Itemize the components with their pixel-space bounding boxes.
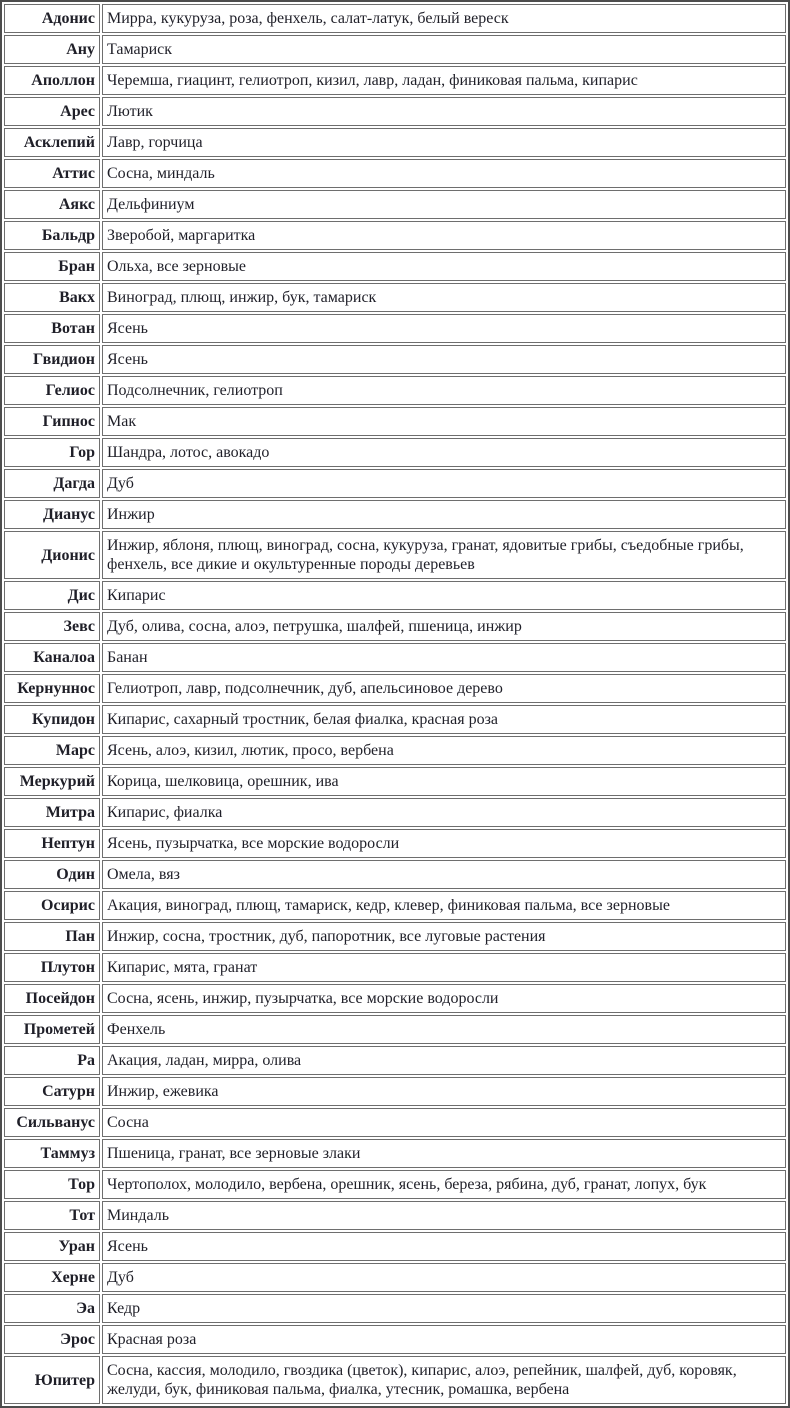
- plants-cell: Гелиотроп, лавр, подсолнечник, дуб, апельсиновое дерево: [102, 674, 786, 703]
- deity-cell: Аякс: [4, 190, 100, 219]
- plants-cell: Мирра, кукуруза, роза, фенхель, салат-латук, белый вереск: [102, 4, 786, 33]
- table-row: [4, 1170, 786, 1199]
- plants-cell: Корица, шелковица, орешник, ива: [102, 767, 786, 796]
- deity-plants-table-body: [4, 4, 786, 1404]
- plants-cell: Кедр: [102, 1294, 786, 1323]
- table-row: [4, 66, 786, 95]
- table-row: [4, 674, 786, 703]
- deity-cell: Аттис: [4, 159, 100, 188]
- plants-cell: Ясень, алоэ, кизил, лютик, просо, вербена: [102, 736, 786, 765]
- deity-cell: Митра: [4, 798, 100, 827]
- deity-cell: Вакх: [4, 283, 100, 312]
- plants-cell: Дуб: [102, 1263, 786, 1292]
- deity-cell: Арес: [4, 97, 100, 126]
- plants-cell: Акация, ладан, мирра, олива: [102, 1046, 786, 1075]
- plants-cell: Чертополох, молодило, вербена, орешник, ясень, береза, рябина, дуб, гранат, лопух, бук: [102, 1170, 786, 1199]
- table-row: [4, 314, 786, 343]
- plants-cell: Ясень: [102, 1232, 786, 1261]
- table-row: [4, 1108, 786, 1137]
- table-row: [4, 1325, 786, 1354]
- table-row: [4, 159, 786, 188]
- plants-cell: Ясень: [102, 345, 786, 374]
- deity-cell: Таммуз: [4, 1139, 100, 1168]
- plants-cell: Кипарис, сахарный тростник, белая фиалка, красная роза: [102, 705, 786, 734]
- table-row: [4, 1046, 786, 1075]
- table-row: [4, 736, 786, 765]
- deity-cell: Пан: [4, 922, 100, 951]
- table-row: [4, 438, 786, 467]
- deity-cell: Марс: [4, 736, 100, 765]
- table-row: [4, 1077, 786, 1106]
- table-row: [4, 860, 786, 889]
- deity-cell: Плутон: [4, 953, 100, 982]
- plants-cell: Сосна, ясень, инжир, пузырчатка, все морские водоросли: [102, 984, 786, 1013]
- plants-cell: Фенхель: [102, 1015, 786, 1044]
- plants-cell: Инжир, яблоня, плющ, виноград, сосна, кукуруза, гранат, ядовитые грибы, съедобные грибы, фенхель, все дикие и окультуренные породы деревьев: [102, 531, 786, 579]
- table-row: [4, 643, 786, 672]
- deity-cell: Гвидион: [4, 345, 100, 374]
- deity-cell: Бальдр: [4, 221, 100, 250]
- table-row: [4, 252, 786, 281]
- plants-cell: Мак: [102, 407, 786, 436]
- table-row: [4, 1015, 786, 1044]
- deity-cell: Юпитер: [4, 1356, 100, 1404]
- plants-cell: Лютик: [102, 97, 786, 126]
- plants-cell: Сосна, миндаль: [102, 159, 786, 188]
- table-row: [4, 283, 786, 312]
- table-row: [4, 612, 786, 641]
- table-row: [4, 581, 786, 610]
- table-row: [4, 190, 786, 219]
- plants-cell: Черемша, гиацинт, гелиотроп, кизил, лавр, ладан, финиковая пальма, кипарис: [102, 66, 786, 95]
- deity-cell: Дагда: [4, 469, 100, 498]
- table-row: [4, 35, 786, 64]
- deity-cell: Один: [4, 860, 100, 889]
- deity-cell: Гелиос: [4, 376, 100, 405]
- plants-cell: Тамариск: [102, 35, 786, 64]
- deity-cell: Посейдон: [4, 984, 100, 1013]
- plants-cell: Виноград, плющ, инжир, бук, тамариск: [102, 283, 786, 312]
- table-row: [4, 345, 786, 374]
- plants-cell: Ольха, все зерновые: [102, 252, 786, 281]
- table-row: [4, 1263, 786, 1292]
- plants-cell: Кипарис, фиалка: [102, 798, 786, 827]
- table-row: [4, 1232, 786, 1261]
- table-row: [4, 798, 786, 827]
- deity-cell: Нептун: [4, 829, 100, 858]
- table-row: [4, 500, 786, 529]
- deity-cell: Адонис: [4, 4, 100, 33]
- deity-cell: Херне: [4, 1263, 100, 1292]
- plants-cell: Дуб, олива, сосна, алоэ, петрушка, шалфей, пшеница, инжир: [102, 612, 786, 641]
- deity-cell: Прометей: [4, 1015, 100, 1044]
- deity-cell: Вотан: [4, 314, 100, 343]
- table-row: [4, 705, 786, 734]
- plants-cell: Ясень, пузырчатка, все морские водоросли: [102, 829, 786, 858]
- deity-cell: Дис: [4, 581, 100, 610]
- plants-cell: Дуб: [102, 469, 786, 498]
- table-row: [4, 221, 786, 250]
- plants-cell: Акация, виноград, плющ, тамариск, кедр, клевер, финиковая пальма, все зерновые: [102, 891, 786, 920]
- table-row: [4, 1201, 786, 1230]
- table-row: [4, 767, 786, 796]
- plants-cell: Шандра, лотос, авокадо: [102, 438, 786, 467]
- plants-cell: Инжир, ежевика: [102, 1077, 786, 1106]
- deity-cell: Асклепий: [4, 128, 100, 157]
- deity-cell: Бран: [4, 252, 100, 281]
- plants-cell: Ясень: [102, 314, 786, 343]
- deity-cell: Аполлон: [4, 66, 100, 95]
- deity-cell: Ра: [4, 1046, 100, 1075]
- deity-cell: Уран: [4, 1232, 100, 1261]
- table-row: [4, 922, 786, 951]
- table-row: [4, 891, 786, 920]
- table-row: [4, 407, 786, 436]
- deity-cell: Сильванус: [4, 1108, 100, 1137]
- deity-cell: Осирис: [4, 891, 100, 920]
- table-row: [4, 1139, 786, 1168]
- plants-cell: Пшеница, гранат, все зерновые злаки: [102, 1139, 786, 1168]
- plants-cell: Миндаль: [102, 1201, 786, 1230]
- plants-cell: Дельфиниум: [102, 190, 786, 219]
- table-row: [4, 469, 786, 498]
- plants-cell: Лавр, горчица: [102, 128, 786, 157]
- plants-cell: Кипарис: [102, 581, 786, 610]
- deity-cell: Ану: [4, 35, 100, 64]
- plants-cell: Сосна: [102, 1108, 786, 1137]
- plants-cell: Банан: [102, 643, 786, 672]
- plants-cell: Подсолнечник, гелиотроп: [102, 376, 786, 405]
- deity-cell: Гипнос: [4, 407, 100, 436]
- deity-cell: Купидон: [4, 705, 100, 734]
- plants-cell: Зверобой, маргаритка: [102, 221, 786, 250]
- table-row: [4, 1294, 786, 1323]
- plants-cell: Красная роза: [102, 1325, 786, 1354]
- deity-cell: Зевс: [4, 612, 100, 641]
- deity-cell: Тот: [4, 1201, 100, 1230]
- plants-cell: Омела, вяз: [102, 860, 786, 889]
- table-row: [4, 1356, 786, 1404]
- plants-cell: Инжир: [102, 500, 786, 529]
- deity-cell: Кернуннос: [4, 674, 100, 703]
- deity-cell: Тор: [4, 1170, 100, 1199]
- deity-cell: Дианус: [4, 500, 100, 529]
- deity-cell: Меркурий: [4, 767, 100, 796]
- table-row: [4, 953, 786, 982]
- table-row: [4, 128, 786, 157]
- table-row: [4, 4, 786, 33]
- deity-cell: Гор: [4, 438, 100, 467]
- deity-cell: Эа: [4, 1294, 100, 1323]
- plants-cell: Кипарис, мята, гранат: [102, 953, 786, 982]
- table-row: [4, 984, 786, 1013]
- deity-cell: Каналоа: [4, 643, 100, 672]
- deity-cell: Дионис: [4, 531, 100, 579]
- table-row: [4, 829, 786, 858]
- plants-cell: Инжир, сосна, тростник, дуб, папоротник, все луговые растения: [102, 922, 786, 951]
- table-row: [4, 531, 786, 579]
- table-row: [4, 97, 786, 126]
- deity-cell: Эрос: [4, 1325, 100, 1354]
- table-row: [4, 376, 786, 405]
- deity-cell: Сатурн: [4, 1077, 100, 1106]
- plants-cell: Сосна, кассия, молодило, гвоздика (цветок), кипарис, алоэ, репейник, шалфей, дуб, коровяк, желуди, бук, финиковая пальма, фиалка, утесник, ромашка, вербена: [102, 1356, 786, 1404]
